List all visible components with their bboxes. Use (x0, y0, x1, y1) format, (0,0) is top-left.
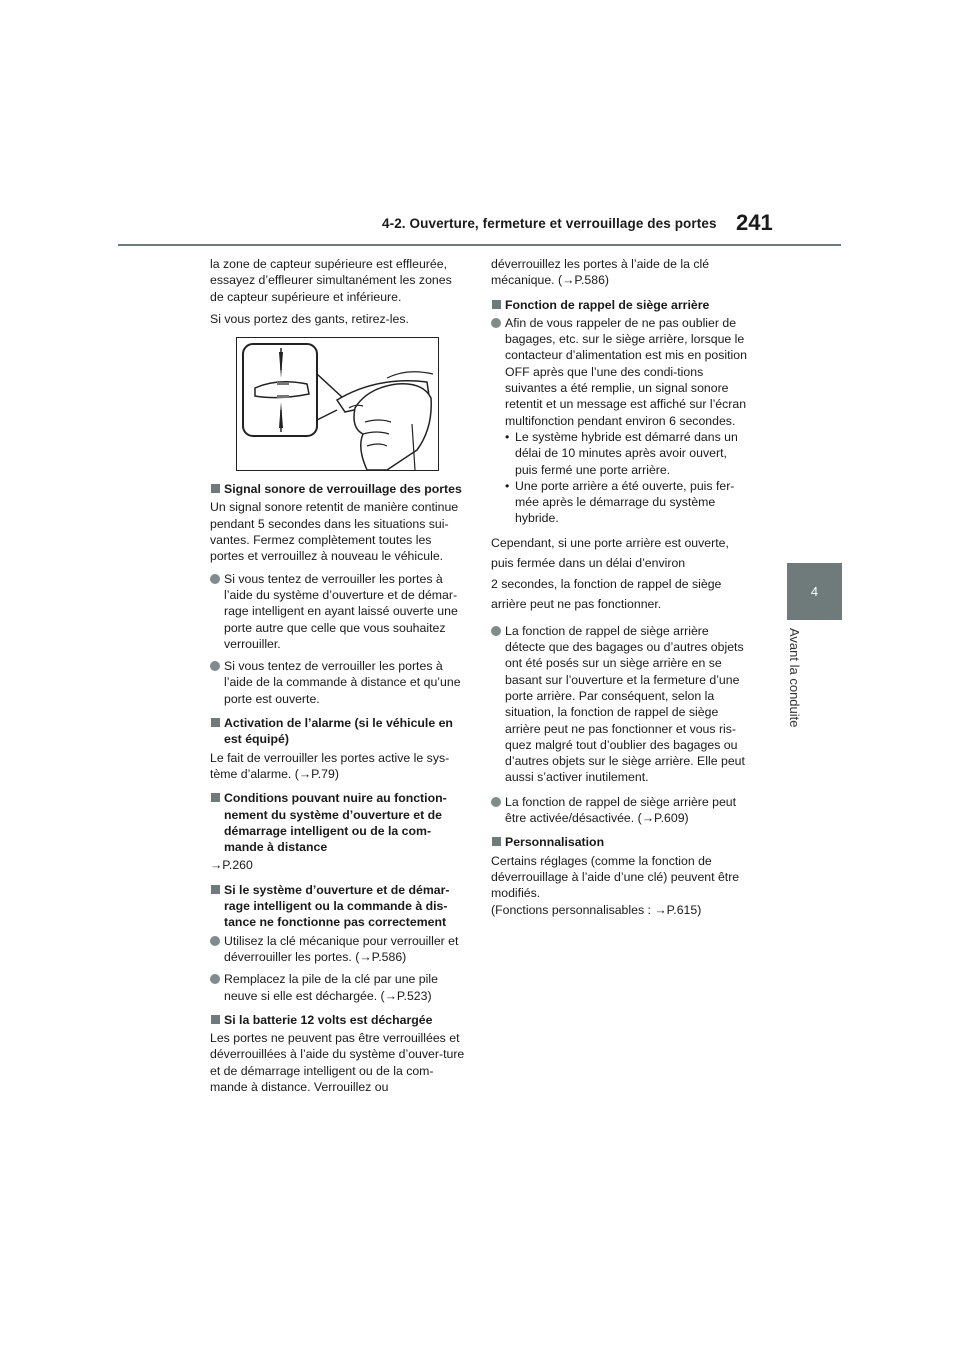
bullet-item: Utilisez la clé mécanique pour verrouiller et déverrouiller les portes. (→P.586) (210, 933, 468, 966)
bullet-item: La fonction de rappel de siège arrière peut être activée/désactivée. (→P.609) (491, 794, 749, 827)
rappel-text-line: puis fermée dans un délai d’environ (491, 556, 686, 571)
header-divider (118, 244, 841, 246)
bullet-item: Remplacez la pile de la clé par une pile neuve si elle est déchargée. (→P.523) (210, 971, 468, 1004)
door-handle-illustration (236, 337, 439, 471)
bullet-item: La fonction de rappel de siège arrière détecte que des bagages ou d’autres objets ont été posés sur un siège arrière en se basant sur l’ouverture et la fermeture d’une porte arrière. Par conséquent, selon la situation, la fonction de rappel de siège arrière peut ne pas fonctionner et vous ris-quez malgré tout d’oublier des bagages ou d’autres objets sur le siège arrière. Elle peut aussi s’activer inutilement. (491, 623, 749, 786)
dash-item: • Le système hybride est démarré dans un délai de 10 minutes après avoir ouvert, puis fermé une porte arrière. (491, 429, 749, 478)
section-heading-dysfonctionnement: Si le système d’ouverture et de démar-rage intelligent ou la commande à dis-tance ne fonctionne pas correctement (210, 882, 468, 931)
section-heading-conditions: Conditions pouvant nuire au fonction-nement du système d’ouverture et de démarrage intelligent ou de la com-mande à distance (210, 790, 468, 855)
header-title: 4-2. Ouverture, fermeture et verrouillage des portes (382, 216, 717, 231)
personnalisation-reference: (Fonctions personnalisables : →P.615) (491, 902, 702, 917)
bullet-item: Afin de vous rappeler de ne pas oublier de bagages, etc. sur le siège arrière, lorsque le contacteur d’alimentation est mis en position OFF après que l’une des condi-tions suivantes a été remplie, un signal sonore retentit et un message est affiché sur l’écran multifonction pendant environ 6 secondes. (491, 315, 749, 429)
personnalisation-text: Certains réglages (comme la fonction de déverrouillage à l’aide d’une clé) peuvent être modifiés. (491, 853, 740, 901)
alarme-text: Le fait de verrouiller les portes active le sys-tème d’alarme. (→P.79) (210, 750, 450, 781)
rappel-text-line: 2 secondes, la fonction de rappel de siège (491, 576, 722, 591)
left-column (210, 256, 468, 1101)
right-column (491, 256, 749, 924)
hand-on-door-handle-image (237, 338, 438, 470)
dash-item: • Une porte arrière a été ouverte, puis fer-mée après le démarrage du système hybride. (491, 478, 749, 527)
batterie-text: Les portes ne peuvent pas être verrouillées et déverrouillées à l’aide du système d’ouver-ture et de démarrage intelligent ou de la com-mande à distance. Verrouillez ou (210, 1031, 465, 1094)
section-heading-rappel-siege: Fonction de rappel de siège arrière (491, 297, 749, 313)
section-heading-personnalisation: Personnalisation (491, 834, 749, 850)
section-heading-batterie: Si la batterie 12 volts est déchargée (210, 1012, 468, 1028)
chapter-side-label (786, 628, 806, 758)
section-heading-signal-sonore: Signal sonore de verrouillage des portes (210, 481, 468, 497)
batterie-text-continued: déverrouillez les portes à l’aide de la clé mécanique. (→P.586) (491, 257, 710, 288)
intro-gloves-note: Si vous portez des gants, retirez-les. (210, 311, 409, 326)
bullet-item: Si vous tentez de verrouiller les portes à l’aide de la commande à distance et qu’une porte est ouverte. (210, 658, 468, 707)
rappel-text-line: Cependant, si une porte arrière est ouverte, (491, 535, 729, 550)
intro-paragraph: la zone de capteur supérieure est effleurée, essayez d’effleurer simultanément les zones de capteur supérieure et inférieure. (210, 257, 452, 304)
page-reference-link[interactable]: →P.260 (210, 858, 253, 873)
section-heading-alarme: Activation de l’alarme (si le véhicule en est équipé) (210, 715, 468, 748)
signal-sonore-text: Un signal sonore retentit de manière continue pendant 5 secondes dans les situations sui-vantes. Fermez complètement toutes les portes et verrouillez à nouveau le véhicule. (210, 500, 459, 564)
chapter-label: Avant la conduite (787, 628, 802, 728)
rappel-text-line: arrière peut ne pas fonctionner. (491, 597, 662, 612)
chapter-tab[interactable]: 4 (787, 563, 842, 620)
bullet-item: Si vous tentez de verrouiller les portes à l’aide du système d’ouverture et de démar-rage intelligent en ayant laissé ouverte une porte autre que celle que vous souhaitez verrouiller. (210, 571, 468, 652)
page-number: 241 (736, 210, 773, 235)
